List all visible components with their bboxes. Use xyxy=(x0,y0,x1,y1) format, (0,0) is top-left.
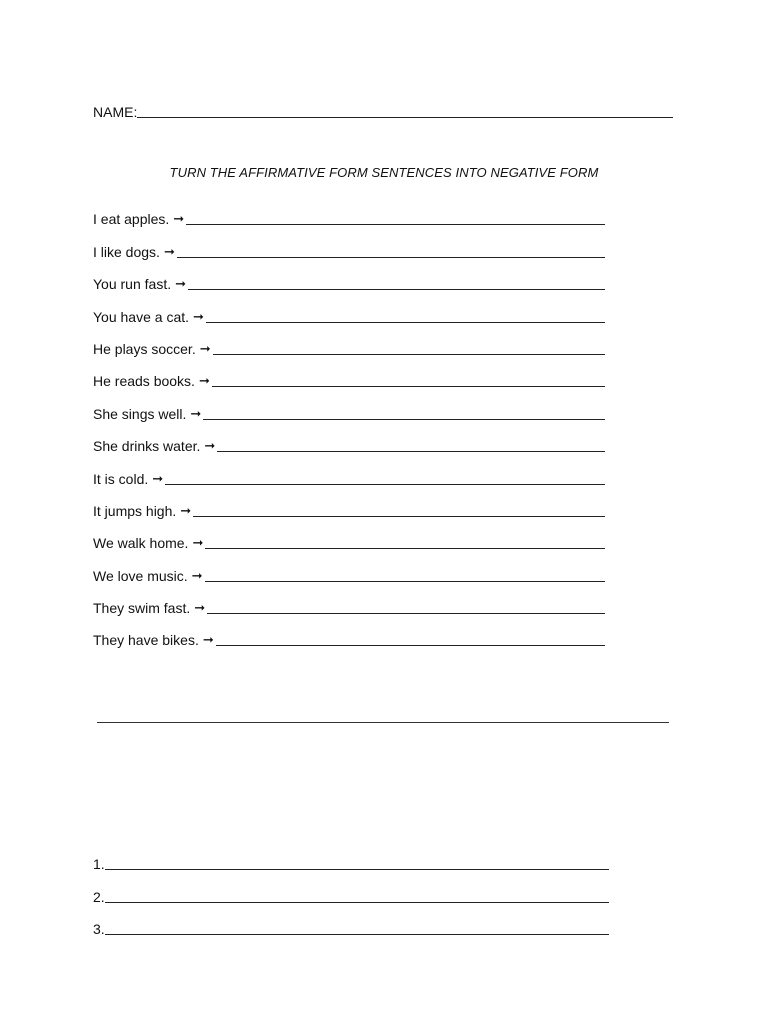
answer-blank-line[interactable] xyxy=(203,405,605,420)
sentence-row xyxy=(93,227,605,259)
arrow-icon: ➞ xyxy=(191,568,203,584)
sentence-row xyxy=(93,454,605,486)
arrow-icon: ➞ xyxy=(202,633,214,649)
sentence-text: They have bikes. xyxy=(93,632,199,649)
numbered-answer-row xyxy=(93,905,609,937)
section-divider xyxy=(97,722,669,723)
name-label: NAME: xyxy=(93,104,138,120)
sentence-text: She drinks water. xyxy=(93,438,201,455)
sentence-text: I eat apples. xyxy=(93,211,170,228)
sentence-row xyxy=(93,325,605,357)
answer-blank-line[interactable] xyxy=(177,243,605,258)
sentence-text: They swim fast. xyxy=(93,600,191,617)
sentence-text: He plays soccer. xyxy=(93,340,196,357)
arrow-icon: ➞ xyxy=(194,601,206,617)
arrow-icon: ➞ xyxy=(192,536,204,552)
arrow-icon: ➞ xyxy=(180,503,192,519)
sentence-row xyxy=(93,292,605,324)
arrow-icon: ➞ xyxy=(175,277,186,293)
sentence-text: You have a cat. xyxy=(93,308,190,325)
sentence-text: You run fast. xyxy=(93,276,172,293)
sentence-text: We walk home. xyxy=(93,535,189,552)
arrow-icon: ➞ xyxy=(199,341,211,357)
numbered-blank-line[interactable] xyxy=(105,888,609,903)
answer-blank-line[interactable] xyxy=(216,631,605,646)
sentence-row xyxy=(93,260,605,292)
answer-blank-line[interactable] xyxy=(217,437,605,452)
sentence-text: We love music. xyxy=(93,567,188,584)
arrow-icon: ➞ xyxy=(204,439,216,455)
answer-number: 3. xyxy=(93,921,105,938)
arrow-icon: ➞ xyxy=(198,374,210,390)
answer-blank-line[interactable] xyxy=(206,308,605,323)
sentence-row xyxy=(93,519,605,551)
sentence-row xyxy=(93,487,605,519)
sentence-list xyxy=(93,195,605,648)
sentence-text: I like dogs. xyxy=(93,243,160,260)
numbered-answer-row xyxy=(93,840,609,872)
arrow-icon: ➞ xyxy=(163,244,175,260)
answer-blank-line[interactable] xyxy=(193,502,605,517)
arrow-icon: ➞ xyxy=(193,309,204,325)
sentence-text: It jumps high. xyxy=(93,502,177,519)
numbered-answer-row xyxy=(93,872,609,904)
sentence-row xyxy=(93,195,605,227)
arrow-icon: ➞ xyxy=(152,471,164,487)
numbered-blank-line[interactable] xyxy=(105,855,609,870)
answer-blank-line[interactable] xyxy=(165,470,605,485)
sentence-row xyxy=(93,357,605,389)
answer-blank-line[interactable] xyxy=(212,372,605,387)
sentence-row xyxy=(93,422,605,454)
answer-blank-line[interactable] xyxy=(205,567,605,582)
name-blank-line[interactable] xyxy=(137,103,673,118)
sentence-row xyxy=(93,551,605,583)
answer-blank-line[interactable] xyxy=(188,275,605,290)
sentence-row xyxy=(93,616,605,648)
answer-blank-line[interactable] xyxy=(213,340,605,355)
answer-blank-line[interactable] xyxy=(205,534,605,549)
numbered-answer-list xyxy=(93,840,609,937)
sentence-text: He reads books. xyxy=(93,373,195,390)
sentence-text: It is cold. xyxy=(93,470,149,487)
numbered-blank-line[interactable] xyxy=(105,920,609,935)
name-field-row xyxy=(93,100,673,120)
answer-number: 1. xyxy=(93,856,105,873)
instructions-heading: TURN THE AFFIRMATIVE FORM SENTENCES INTO NEGATIVE FORM xyxy=(169,165,599,180)
sentence-text: She sings well. xyxy=(93,405,187,422)
answer-number: 2. xyxy=(93,888,105,905)
answer-blank-line[interactable] xyxy=(207,599,605,614)
sentence-row xyxy=(93,584,605,616)
arrow-icon: ➞ xyxy=(190,406,202,422)
answer-blank-line[interactable] xyxy=(186,210,605,225)
arrow-icon: ➞ xyxy=(173,212,185,228)
sentence-row xyxy=(93,389,605,421)
